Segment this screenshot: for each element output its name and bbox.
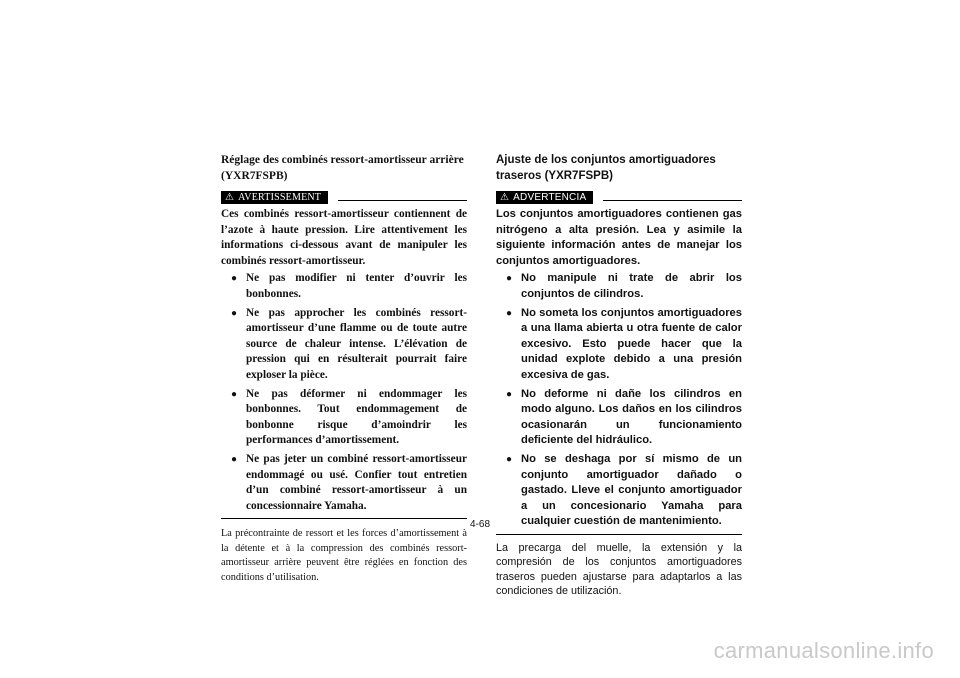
list-item (221, 306, 467, 384)
french-column (221, 152, 467, 586)
body-text-es: La precarga del muelle, la extensión y la compresión de los conjuntos amortiguadores traseros pueden ajustarse para adaptarlos a las condiciones de utilización. (496, 541, 742, 598)
spanish-column (496, 152, 742, 599)
warning-end-rule-fr (221, 518, 467, 519)
list-item-text: No se deshaga por sí mismo de un conjunto amortiguador dañado o gastado. Lleve el conjunto amortiguador a un concesionario Yamaha para cualquier cuestión de mantenimiento. (521, 452, 742, 528)
warning-header-es (496, 189, 742, 205)
list-item (221, 452, 467, 514)
warning-triangle-icon: ⚠ (500, 191, 510, 203)
warning-label-fr: AVERTISSEMENT (238, 191, 322, 203)
list-item (496, 452, 742, 530)
bullet-dot-icon: ● (231, 453, 238, 465)
bullet-dot-icon: ● (506, 273, 513, 285)
warning-end-rule-es (496, 534, 742, 535)
warning-list-es (496, 271, 742, 530)
warning-triangle-icon: ⚠ (225, 191, 235, 203)
bullet-dot-icon: ● (506, 453, 513, 465)
warning-rule-es (603, 193, 742, 201)
list-item (221, 271, 467, 302)
bullet-dot-icon: ● (231, 273, 238, 285)
body-text-fr: La précontrainte de ressort et les forces d’amortissement à la détente et à la compression des combinés ressort-amortisseur arrière peuvent être réglées en fonction des conditions d’utilisation. (221, 528, 467, 584)
warning-label-es: ADVERTENCIA (513, 191, 587, 203)
list-item-text: No someta los conjuntos amortiguadores a una llama abierta u otra fuente de calor excesivo. Esto puede hacer que la unidad explote debido a una presión excesiva de gas. (521, 306, 742, 381)
warning-list-fr (221, 271, 467, 514)
bullet-dot-icon: ● (231, 388, 238, 400)
warning-badge-fr (221, 191, 328, 204)
watermark: carmanualsonline.info (713, 638, 934, 663)
warning-badge-es (496, 191, 593, 204)
page-number: 4-68 (470, 519, 491, 530)
warning-text-es: Los conjuntos amortiguadores contienen gas nitrógeno a alta presión. Lea y asimile la siguiente información antes de manejar los conjuntos amortiguadores. (496, 208, 742, 267)
bullet-dot-icon: ● (231, 307, 238, 319)
warning-text-fr: Ces combinés ressort-amortisseur contiennent de l’azote à haute pression. Lire attentivement les informations ci-dessous avant de manipuler les combinés ressort-amortisseur. (221, 208, 467, 267)
list-item-text: No deforme ni dañe los cilindros en modo alguno. Los daños en los cilindros ocasionarán un funcionamiento deficiente del hidráulico. (521, 387, 742, 447)
bullet-dot-icon: ● (506, 388, 513, 400)
list-item-text: Ne pas modifier ni tenter d’ouvrir les bonbonnes. (246, 272, 467, 300)
list-item (496, 306, 742, 384)
list-item-text: Ne pas approcher les combinés ressort-amortisseur d’une flamme ou de toute autre source de chaleur intense. L’élévation de pression qui en résulterait pourrait faire exploser la pièce. (246, 306, 467, 381)
warning-header-fr (221, 189, 467, 205)
list-item-text: Ne pas jeter un combiné ressort-amortisseur endommagé ou usé. Confier tout entretien d’un combiné ressort-amortisseur à un concessionnaire Yamaha. (246, 452, 467, 512)
list-item (496, 271, 742, 302)
list-item-text: No manipule ni trate de abrir los conjuntos de cilindros. (521, 272, 742, 300)
bullet-dot-icon: ● (506, 307, 513, 319)
list-item (496, 387, 742, 449)
list-item-text: Ne pas déformer ni endommager les bonbonnes. Tout endommagement de bonbonne risque d’amoindrir les performances d’amortissement. (246, 387, 467, 447)
section-title-es: Ajuste de los conjuntos amortiguadores traseros (YXR7FSPB) (496, 154, 716, 182)
warning-rule-fr (338, 193, 467, 201)
list-item (221, 387, 467, 449)
section-title-fr: Réglage des combinés ressort-amortisseur arrière (YXR7FSPB) (221, 154, 464, 182)
